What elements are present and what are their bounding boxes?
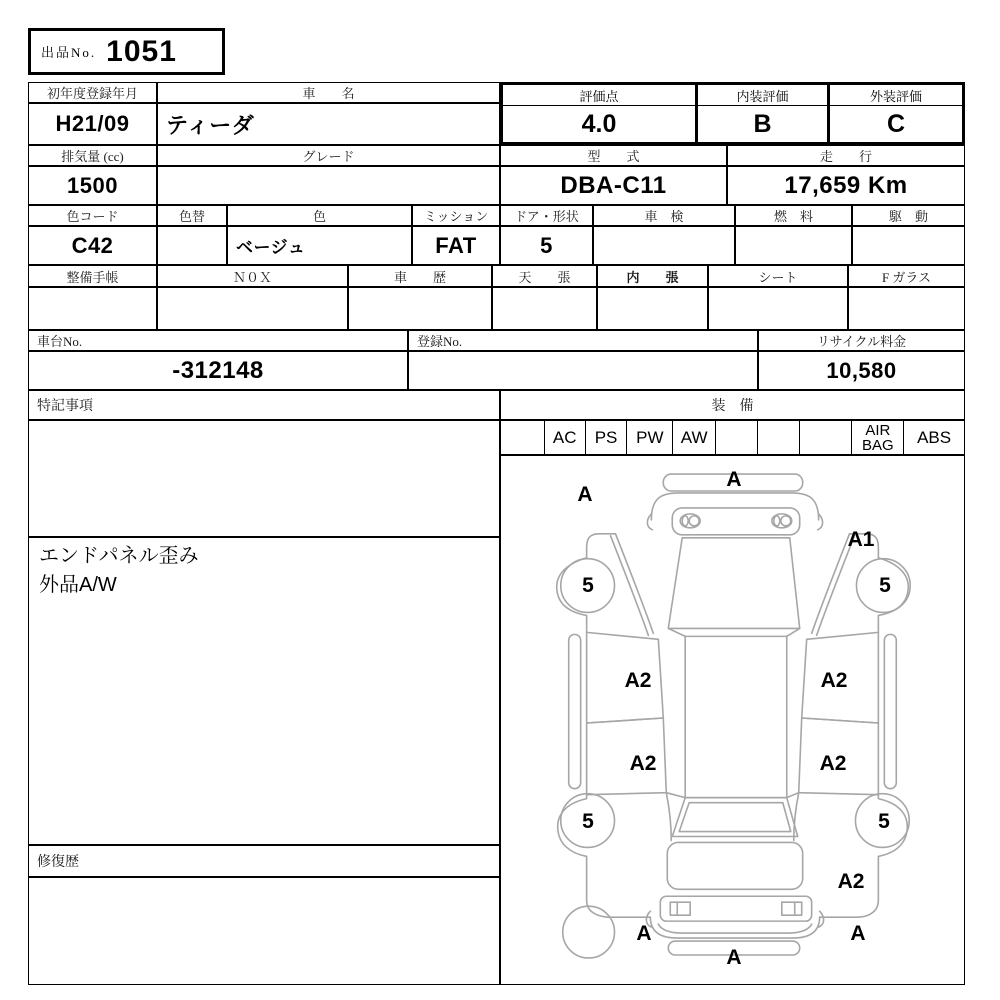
doors-label: ドア・形状 xyxy=(500,205,593,226)
service-book-label: 整備手帳 xyxy=(28,265,157,287)
score-label: 評価点 xyxy=(503,85,695,106)
equipment-row xyxy=(500,420,965,455)
transmission-value: FAT xyxy=(412,226,500,265)
score-col xyxy=(503,85,695,142)
grade-value xyxy=(157,166,500,205)
recycle-fee-value: 10,580 xyxy=(758,351,965,390)
color-value: ベージュ xyxy=(227,226,412,265)
diagram-mark-a1: A1 xyxy=(847,528,875,551)
color-label: 色 xyxy=(227,205,412,226)
drive-label: 駆 動 xyxy=(852,205,965,226)
diagram-mark-5: 5 xyxy=(582,574,594,597)
displacement-label: 排気量 (cc) xyxy=(28,145,157,166)
equipment-cell-airbag: AIR BAG xyxy=(852,421,904,454)
diagram-mark-a: A xyxy=(577,483,593,506)
equipment-label: 装 備 xyxy=(500,390,965,420)
reg-no-label: 登録No. xyxy=(408,330,758,351)
interior-grade-label: 内装評価 xyxy=(698,85,827,106)
doors-value: 5 xyxy=(500,226,593,265)
notes-label: 特記事項 xyxy=(28,390,500,420)
auction-no-label: 出品No. xyxy=(41,45,97,60)
equipment-cell xyxy=(501,421,545,454)
door-trim-label: 内 張 xyxy=(597,265,708,287)
door-trim-value xyxy=(597,287,708,330)
exterior-col xyxy=(827,85,962,142)
chassis-no-value: -312148 xyxy=(28,351,408,390)
diagram-mark-a2: A2 xyxy=(629,752,657,775)
equipment-cell xyxy=(716,421,758,454)
drive-value xyxy=(852,226,965,265)
car-damage-diagram xyxy=(500,455,965,985)
notes-line: 外品A/W xyxy=(39,574,117,596)
auction-no-value: 1051 xyxy=(106,34,177,68)
diagram-mark-5: 5 xyxy=(879,574,891,597)
reg-no-value xyxy=(408,351,758,390)
interior-grade-value: B xyxy=(753,109,772,138)
equipment-cell xyxy=(758,421,800,454)
color-change-label: 色替 xyxy=(157,205,227,226)
transmission-label: ミッション xyxy=(412,205,500,226)
first-reg-label: 初年度登録年月 xyxy=(28,82,157,103)
grade-label: グレード xyxy=(157,145,500,166)
model-code-value: DBA-C11 xyxy=(500,166,727,205)
diagram-mark-a: A xyxy=(850,922,866,945)
car-name-value: ティーダ xyxy=(157,103,500,145)
seat-label: シート xyxy=(708,265,848,287)
exterior-grade-label: 外装評価 xyxy=(830,85,962,106)
recycle-fee-label: リサイクル料金 xyxy=(758,330,965,351)
diagram-mark-a2: A2 xyxy=(819,752,847,775)
color-code-value: C42 xyxy=(28,226,157,265)
nox-label: Ｎ０Ｘ xyxy=(157,265,348,287)
first-reg-value: H21/09 xyxy=(28,103,157,145)
diagram-mark-a2: A2 xyxy=(820,669,848,692)
diagram-mark-a: A xyxy=(726,468,742,491)
diagram-mark-a2: A2 xyxy=(837,870,865,893)
car-name-label: 車 名 xyxy=(157,82,500,103)
exterior-grade-value: C xyxy=(886,109,906,138)
inspection-label: 車 検 xyxy=(593,205,735,226)
mileage-label: 走 行 xyxy=(727,145,965,166)
color-code-label: 色コード xyxy=(28,205,157,226)
nox-value xyxy=(157,287,348,330)
interior-col xyxy=(695,85,827,142)
repair-history-label: 修復歴 xyxy=(28,845,500,877)
model-code-label: 型 式 xyxy=(500,145,727,166)
seat-value xyxy=(708,287,848,330)
front-glass-value xyxy=(848,287,965,330)
inspection-value xyxy=(593,226,735,265)
fuel-label: 燃 料 xyxy=(735,205,852,226)
notes-empty-area xyxy=(28,420,500,537)
service-book-value xyxy=(28,287,157,330)
color-change-value xyxy=(157,226,227,265)
front-glass-label: F ガラス xyxy=(848,265,965,287)
auction-no-box xyxy=(28,28,225,75)
headliner-value xyxy=(492,287,597,330)
car-diagram-marks xyxy=(501,456,964,984)
headliner-label: 天 張 xyxy=(492,265,597,287)
repair-history-area xyxy=(28,877,500,985)
equipment-cell-pw: PW xyxy=(627,421,673,454)
chassis-no-label: 車台No. xyxy=(28,330,408,351)
diagram-mark-a2: A2 xyxy=(624,669,652,692)
mileage-value: 17,659 Km xyxy=(727,166,965,205)
notes-line: エンドパネル歪み xyxy=(39,545,199,567)
history-label: 車 歴 xyxy=(348,265,492,287)
diagram-mark-a: A xyxy=(726,946,742,969)
notes-area xyxy=(28,537,500,845)
fuel-value xyxy=(735,226,852,265)
score-value: 4.0 xyxy=(581,109,617,138)
displacement-value: 1500 xyxy=(28,166,157,205)
equipment-cell-aw: AW xyxy=(673,421,716,454)
equipment-cell-ps: PS xyxy=(586,421,628,454)
equipment-cell-abs: ABS xyxy=(917,427,952,447)
diagram-mark-a: A xyxy=(636,922,652,945)
diagram-mark-5: 5 xyxy=(582,810,594,833)
evaluation-block xyxy=(500,82,965,145)
equipment-cell-ac: AC xyxy=(545,421,586,454)
history-value xyxy=(348,287,492,330)
equipment-cell xyxy=(800,421,853,454)
diagram-mark-5: 5 xyxy=(878,810,890,833)
